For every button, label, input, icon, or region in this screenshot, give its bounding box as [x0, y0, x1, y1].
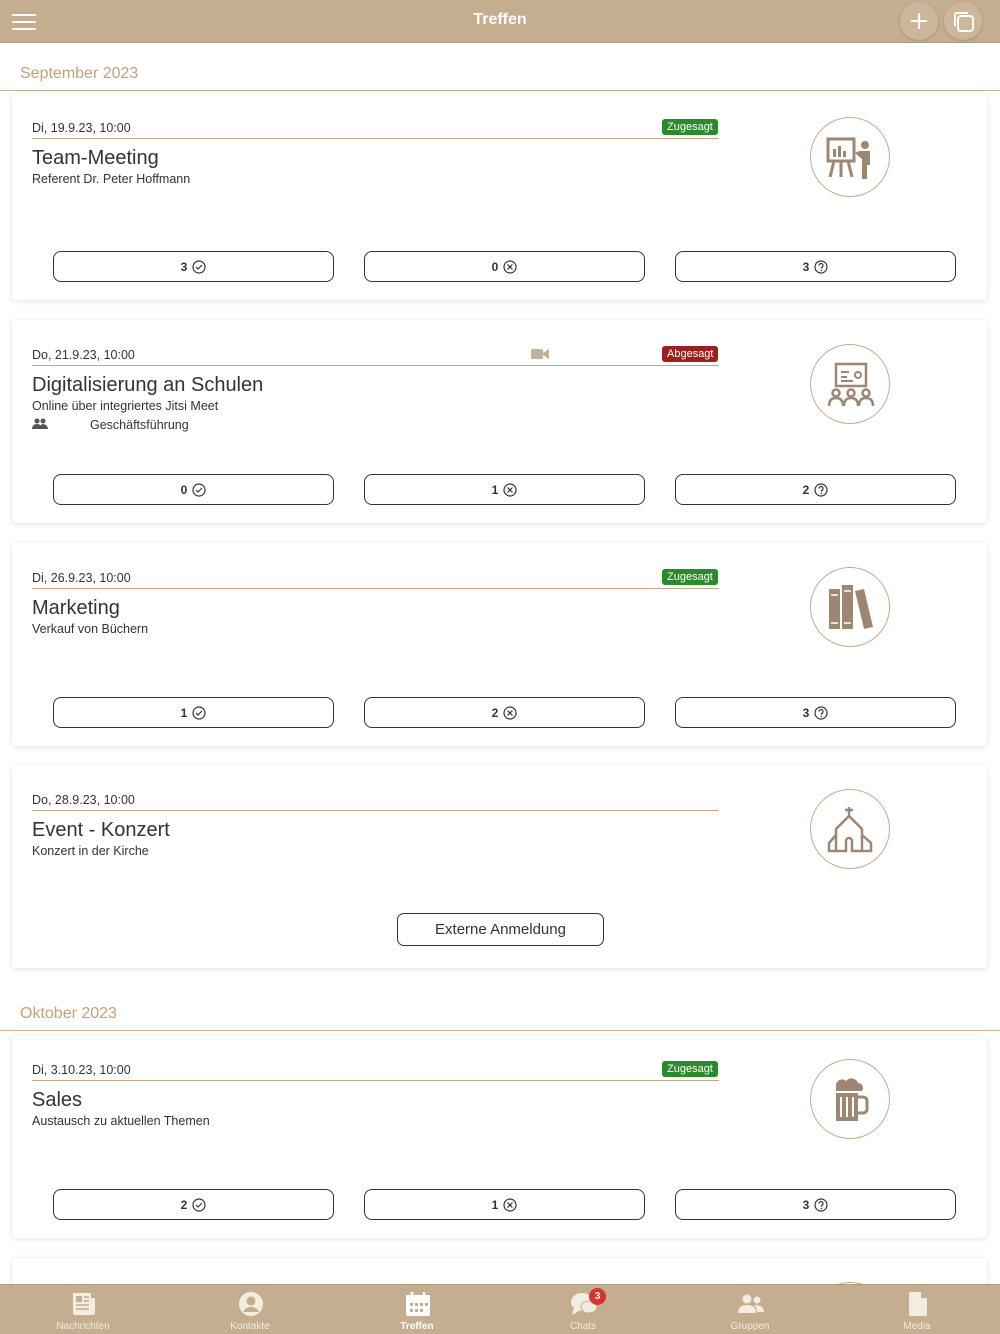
meeting-card[interactable] — [12, 1258, 987, 1284]
status-badge: Zugesagt — [662, 1061, 718, 1077]
presentation-icon — [810, 117, 890, 197]
tab-label: Nachrichten — [56, 1321, 110, 1332]
group-icon — [32, 418, 48, 430]
check-circle-icon — [192, 1198, 206, 1212]
books-icon — [810, 567, 890, 647]
accepted-count-button[interactable] — [53, 697, 334, 728]
divider — [32, 1080, 719, 1081]
open-count-button[interactable] — [675, 474, 956, 505]
open-count: 3 — [802, 705, 810, 720]
meeting-card[interactable] — [12, 543, 987, 746]
classroom-icon — [810, 344, 890, 424]
bottom-tab-bar — [0, 1284, 1000, 1334]
declined-count-button[interactable] — [364, 1189, 645, 1220]
church-icon — [810, 789, 890, 869]
accepted-count: 2 — [180, 1197, 188, 1212]
meeting-subtitle: Online über integriertes Jitsi Meet — [32, 399, 219, 413]
meetings-list[interactable] — [0, 43, 1000, 1284]
meeting-datetime: Do, 28.9.23, 10:00 — [32, 793, 135, 807]
declined-count: 2 — [491, 705, 499, 720]
meeting-group: Geschäftsführung — [90, 418, 189, 432]
tab-gruppen[interactable] — [667, 1285, 833, 1334]
declined-count: 1 — [491, 1197, 499, 1212]
accepted-count: 3 — [180, 259, 188, 274]
video-camera-icon — [531, 348, 549, 360]
check-circle-icon — [192, 483, 206, 497]
divider — [32, 365, 719, 366]
calendar-icon — [404, 1290, 432, 1318]
check-circle-icon — [192, 706, 206, 720]
status-badge: Zugesagt — [662, 569, 718, 585]
meeting-title: Team-Meeting — [32, 147, 159, 169]
question-circle-icon — [814, 260, 828, 274]
meeting-title: Digitalisierung an Schulen — [32, 374, 264, 396]
accepted-count: 0 — [180, 482, 188, 497]
accepted-count: 1 — [180, 705, 188, 720]
question-circle-icon — [814, 483, 828, 497]
tab-label: Gruppen — [730, 1321, 770, 1332]
meeting-card[interactable] — [12, 1035, 987, 1238]
x-circle-icon — [503, 1198, 517, 1212]
meeting-card[interactable] — [12, 93, 987, 300]
beer-mug-icon — [810, 1059, 890, 1139]
declined-count-button[interactable] — [364, 474, 645, 505]
declined-count-button[interactable] — [364, 697, 645, 728]
declined-count-button[interactable] — [364, 251, 645, 282]
open-count: 2 — [802, 482, 810, 497]
declined-count: 1 — [491, 482, 499, 497]
open-count-button[interactable] — [675, 251, 956, 282]
copy-button[interactable] — [944, 2, 982, 40]
external-registration-button[interactable]: Externe Anmeldung — [397, 913, 604, 946]
tab-label: Chats — [569, 1321, 597, 1332]
divider — [32, 810, 719, 811]
document-icon — [904, 1290, 932, 1318]
month-label: September 2023 — [20, 65, 139, 82]
divider — [32, 588, 719, 589]
declined-count: 0 — [491, 259, 499, 274]
page-title: Treffen — [473, 11, 527, 28]
copy-icon — [953, 11, 975, 33]
accepted-count-button[interactable] — [53, 1189, 334, 1220]
month-header — [0, 43, 1000, 91]
tab-kontakte[interactable] — [167, 1285, 333, 1334]
month-header — [0, 983, 1000, 1031]
check-circle-icon — [192, 260, 206, 274]
meeting-title: Marketing — [32, 597, 120, 619]
x-circle-icon — [503, 483, 517, 497]
x-circle-icon — [503, 260, 517, 274]
newspaper-icon — [70, 1290, 98, 1318]
divider — [32, 138, 719, 139]
group-icon — [737, 1290, 765, 1318]
meeting-title: Sales — [32, 1089, 83, 1111]
tab-label: Kontakte — [230, 1321, 270, 1332]
tab-treffen[interactable] — [334, 1285, 500, 1334]
meeting-datetime: Do, 21.9.23, 10:00 — [32, 348, 135, 362]
x-circle-icon — [503, 706, 517, 720]
top-bar — [0, 0, 1000, 43]
open-count: 3 — [802, 259, 810, 274]
meeting-datetime: Di, 19.9.23, 10:00 — [32, 121, 131, 135]
tab-nachrichten[interactable] — [0, 1285, 166, 1334]
tab-media[interactable] — [834, 1285, 1000, 1334]
plus-icon — [909, 11, 929, 31]
chat-count-badge: 3 — [589, 1288, 606, 1305]
accepted-count-button[interactable] — [53, 251, 334, 282]
contact-icon — [237, 1290, 265, 1318]
status-badge: Abgesagt — [662, 346, 718, 362]
meeting-subtitle: Referent Dr. Peter Hoffmann — [32, 172, 191, 186]
open-count: 3 — [802, 1197, 810, 1212]
meeting-title: Event - Konzert — [32, 819, 170, 841]
tab-label: Media — [903, 1321, 931, 1332]
meeting-datetime: Di, 26.9.23, 10:00 — [32, 571, 131, 585]
add-button[interactable] — [900, 2, 938, 40]
accepted-count-button[interactable] — [53, 474, 334, 505]
question-circle-icon — [814, 706, 828, 720]
question-circle-icon — [814, 1198, 828, 1212]
meeting-subtitle: Verkauf von Büchern — [32, 622, 149, 636]
meeting-subtitle: Konzert in der Kirche — [32, 844, 149, 858]
meeting-card[interactable] — [12, 320, 987, 523]
status-badge: Zugesagt — [662, 119, 718, 135]
open-count-button[interactable] — [675, 697, 956, 728]
tab-label: Treffen — [400, 1321, 434, 1332]
open-count-button[interactable] — [675, 1189, 956, 1220]
meeting-subtitle: Austausch zu aktuellen Themen — [32, 1114, 210, 1128]
meeting-card[interactable] — [12, 765, 987, 968]
tab-chats[interactable] — [500, 1285, 666, 1334]
meeting-datetime: Di, 3.10.23, 10:00 — [32, 1063, 131, 1077]
month-label: Oktober 2023 — [20, 1005, 117, 1022]
